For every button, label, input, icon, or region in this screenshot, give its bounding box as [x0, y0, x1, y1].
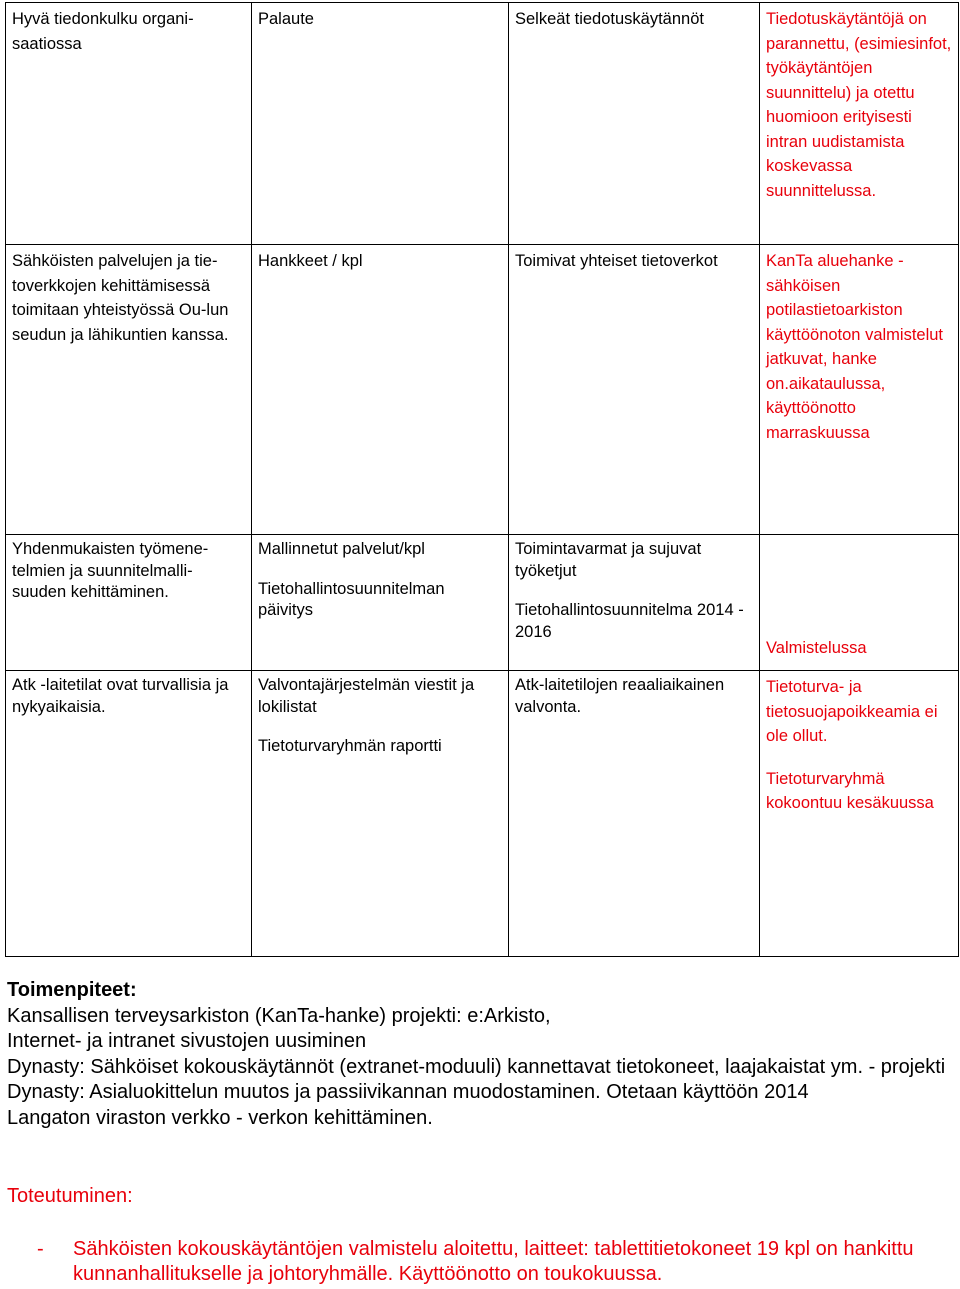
action-line: Internet- ja intranet sivustojen uusiminen [7, 1030, 367, 1052]
measure-cell: Palaute [252, 3, 509, 245]
table-row [6, 671, 959, 957]
table-row [6, 535, 959, 671]
action-line: Kansallisen terveysarkiston (KanTa-hanke) projekti: e:Arkisto, [7, 1004, 551, 1027]
results-section [7, 1184, 952, 1288]
bullet-marker: - [37, 1237, 44, 1260]
measure-cell: Mallinnetut palvelut/kpl Tietohallintosuunnitelman päivitys [252, 535, 509, 671]
actions-heading: Toimenpiteet: [7, 979, 137, 1001]
status-cell: Valmistelussa [760, 535, 959, 671]
goal-cell: Sähköisten palvelujen ja tie-toverkkojen kehittämisessä toimitaan yhteistyössä Ou-lun seudun ja lähikuntien kanssa. [6, 245, 252, 535]
actions-section [7, 978, 952, 1131]
action-line: Dynasty: Asialuokittelun muutos ja passiivikannan muodostaminen. Otetaan käyttöön 2014 [7, 1081, 809, 1103]
action-line: Langaton viraston verkko - verkon kehittäminen. [7, 1106, 433, 1129]
status-cell: Tietoturva- ja tietosuojapoikkeamia ei ole ollut. Tietoturvaryhmä kokoontuu kesäkuussa [760, 671, 959, 957]
results-heading: Toteutuminen: [7, 1185, 133, 1207]
measure-cell: Hankkeet / kpl [252, 245, 509, 535]
target-cell: Toimivat yhteiset tietoverkot [509, 245, 760, 535]
table-row [6, 3, 959, 245]
table-row [6, 245, 959, 535]
measure-cell: Valvontajärjestelmän viestit ja lokilistat Tietoturvaryhmän raportti [252, 671, 509, 957]
status-cell: Tiedotuskäytäntöjä on parannettu, (esimiesinfot, työkäytäntöjen suunnittelu) ja otettu huomioon erityisesti intran uudistamista koskevassa suunnittelussa. [760, 3, 959, 245]
target-cell: Selkeät tiedotuskäytännöt [509, 3, 760, 245]
action-line: Dynasty: Sähköiset kokouskäytännöt (extranet-moduuli) kannettavat tietokoneet, laajakaistat ym. - projekti [7, 1055, 946, 1078]
goal-cell: Hyvä tiedonkulku organi-saatiossa [6, 3, 252, 245]
goal-cell: Yhdenmukaisten työmene-telmien ja suunnitelmalli-suuden kehittäminen. [6, 535, 252, 671]
goals-table [5, 2, 959, 957]
target-cell: Toimintavarmat ja sujuvat työketjut Tietohallintosuunnitelma 2014 - 2016 [509, 535, 760, 671]
status-cell: KanTa aluehanke - sähköisen potilastietoarkiston käyttöönoton valmistelut jatkuvat, hanke on.aikataulussa, käyttöönotto marraskuussa [760, 245, 959, 535]
list-item-text: Sähköisten kokouskäytäntöjen valmistelu aloitettu, laitteet: tablettitietokoneet 19 kpl on hankittu kunnanhallitukselle ja johtoryhmälle. Käyttöönotto on toukokuussa. [73, 1237, 914, 1285]
goal-cell: Atk -laitetilat ovat turvallisia ja nykyaikaisia. [6, 671, 252, 957]
target-cell: Atk-laitetilojen reaaliaikainen valvonta. [509, 671, 760, 957]
list-item [7, 1237, 952, 1288]
